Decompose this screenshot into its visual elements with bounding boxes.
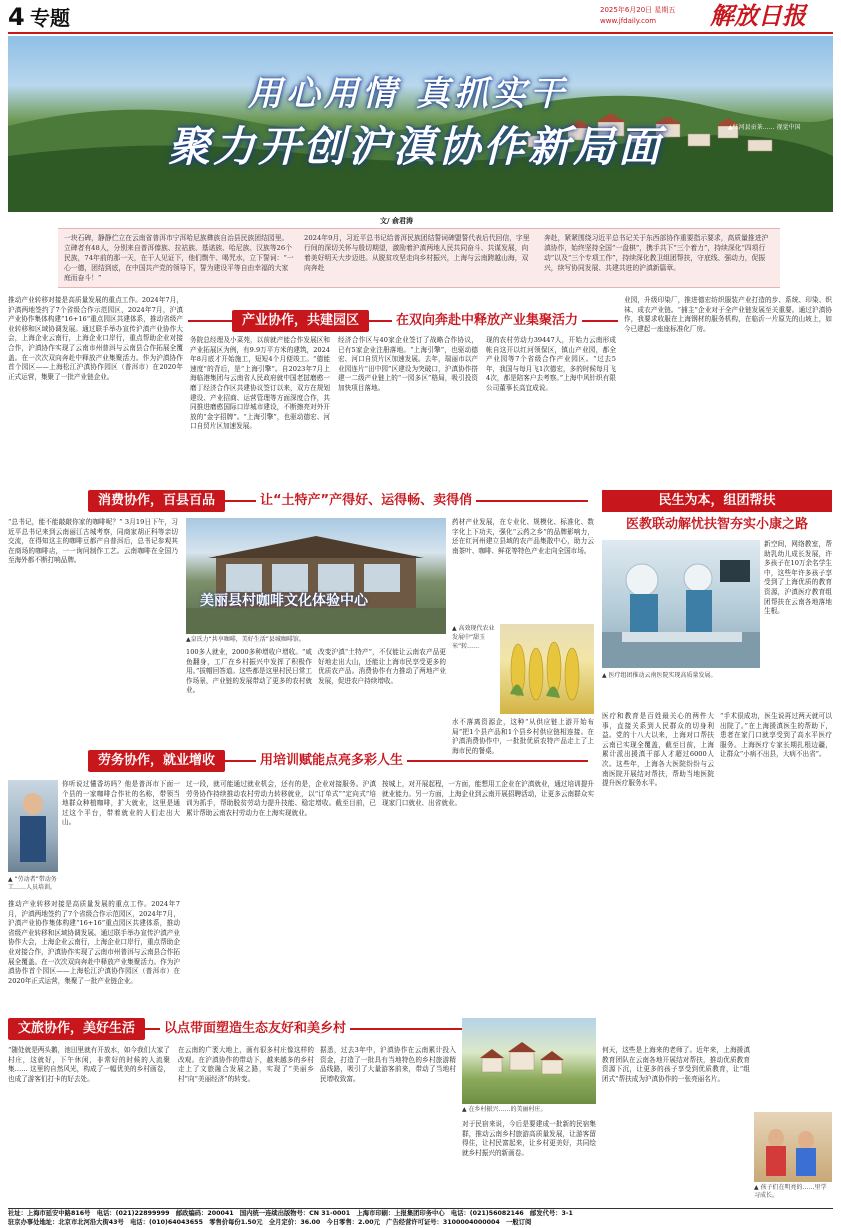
section1-col-2: 务院总经理及小菜苑，以前就产能合作发展区和产业拓展区为例，有9.9万平方米的建筑，2024年8月底才开始施工，短短4个月便竣工。“德能速度”的背后，是“上海引擎”。自2023年7月上海临港集团与云南省人民政府就中国老挝磨憨一磨丁经济合作区共建协议签订以来，双方在规划建设、产业招商、运营管理等方面深度合作，共同推进磨憨国际口岸城市建设，不断擦亮对外开放的“金字招牌”。“上海引擎”，也驱动德宏、河口自贸片区加速发展。 bbox=[190, 336, 330, 431]
page-number: 4 bbox=[8, 3, 25, 31]
section5-col-2: 在云南的广袤大地上，画有很多村庄像这样的改观。在沪滇协作的带动下，越来越多的乡村走上了文旅融合发展之路，实现了“美丽乡村”向“美丽经济”的转变。 bbox=[178, 1046, 314, 1083]
hero-photo-credit: ▲红河县贡茶…… 视觉中国 bbox=[728, 124, 801, 131]
section2-tag: 消费协作，百县百品 bbox=[88, 490, 225, 512]
byline: 文/ 俞君涛 bbox=[380, 217, 413, 225]
village-photo bbox=[462, 1018, 596, 1104]
corn-photo bbox=[500, 624, 594, 714]
hero-title-line2: 聚力开创沪滇协作新局面 bbox=[168, 122, 664, 171]
coffee-center-photo bbox=[186, 518, 446, 634]
section5-col-1: “随处就是两头鹅，池田里就有开放水，如今我们大家了村庄，这就好，下午休闲，非常好的时候的人流聚集…… 这里的自然风光，构成了一幅优美的乡村画卷，也成了游客们打卡的好去处。 bbox=[8, 1046, 170, 1083]
hero-photo bbox=[8, 36, 833, 212]
section4-tag: 劳务协作，就业增收 bbox=[88, 750, 225, 772]
section3-col-2: 医疗和教育是百姓最关心的两件大事，直接关系到人民群众的切身利益。党的十八大以来，上海对口帮扶云南已实现全覆盖，截至目前，上海累计派出援滇干部人才超过6000人次。这些年，上海各大医院纷纷与云南医院开展结对帮扶，帮助当地医院提升医疗服务水平。 bbox=[602, 712, 714, 788]
site-url[interactable]: www.jfdaily.com bbox=[600, 17, 657, 25]
intro-col-3: 奔赴，紧紧围绕习近平总书记关于东西部协作重要指示要求，高质量推进沪滇协作，始终坚持全国“一盘棋”，携手共下“三个着力”，持续深化“四项行动”以及“三个专项工作”，持续深化教卫组团帮扶，守底线、强动力，促振兴，续写协同发展、共建共进的沪滇新篇章。 bbox=[544, 234, 769, 272]
intro-block bbox=[58, 228, 780, 288]
section5-col-3: 据悉，过去3年中，沪滇协作在云南累计投入资金，打造了一批具有当地特色的乡村旅游精品线路，吸引了大量游客前来，带动了当地村民增收致富。 bbox=[320, 1046, 456, 1083]
kids-photo bbox=[754, 1112, 832, 1182]
section1-col-1: 推动产业转移对接是高质量发展的重点工作。2024年7月，沪滇两地签约了7个省级合作示范园区，2024年7月，沪滇产业协作集体构建“16+16”重点园区共建体系，推动省级产业转移和区域协调发展。通过联手举办宣传沪滇产业协作大会，上海企业云南行，上海企业口岸行，重点帮助企业对接合作，沪滇协作实现了云南市州普洱与云南县合作拓展全覆盖。在一次次双向奔赴中释放产业集聚活力。作为沪滇协作首个园区——上海松江沪滇协作园区（普洱市）在2020年正式运营，集聚了一批产业链企业。 bbox=[8, 296, 183, 381]
section1-col-3: 经济合作区与40家企业签订了战略合作协议，已有5家企业注册落地。“上海引擎”，也驱动德宏、河口自贸片区加速发展。去年，瑞丽市以产业园连片“田中园”区建设为突破口，沪滇协作搭建一二级产业链上的“一园多区”格局，吸引投资加快项目落地。 bbox=[338, 336, 478, 392]
section4-col-0: 推动产业转移对接是高质量发展的重点工作。2024年7月，沪滇两地签约了7个省级合作示范园区，2024年7月，沪滇产业协作集体构建“16+16”重点园区共建体系，推动省级产业转移和区域协调发展。通过联手举办宣传沪滇产业协作大会，上海企业云南行，上海企业口岸行，重点帮助企业对接合作，沪滇协作实现了云南市州普洱与云南县合作拓展全覆盖。在一次次双向奔赴中释放产业集聚活力。作为沪滇协作首个园区——上海松江沪滇协作园区（普洱市）在2020年正式运营，集聚了一批产业链企业。 bbox=[8, 900, 180, 985]
intro-col-2: 2024年9月，习近平总书记给普洱民族团结誓词碑盟誓代表后代回信，字里行间的深切关怀与殷切期望，激励着沪滇两地人民共同奋斗、共谋发展，向着美好明天大步迈进。从脱贫攻坚走向乡村振兴，上海与云南跨越山海，双向奔赴 bbox=[304, 234, 530, 272]
section2-col-2: 100多人就业，2000多种增收户增收。“咸鱼翻身，工厂在乡村振兴中发挥了积极作用。”拔帽回答道。这些都是这里村民日常工作场景，产业链的发展带动了更多的农村就业。 bbox=[186, 648, 312, 695]
section4-col-3: 按城上，对开展起程，一方面，能想用工企业在沪滇就业，通过培训提升就业能力。另一方面，上海企业到云南开展招聘活动，让更多云南群众实现家门口就业、出省就业。 bbox=[382, 780, 594, 808]
section3-tag: 民生为本，组团帮扶 bbox=[602, 490, 832, 512]
header-rule bbox=[8, 32, 833, 34]
section2-col-4: 药材产业发展，在专业化、规模化、标准化、数字化上下功夫，强化“云药之乡”的品牌影响力，还在红河州建立县域的农产品集散中心，助力云南茶叶、咖啡、鲜花等特色产业走向全国市场。 bbox=[452, 518, 594, 555]
section3-col-1: 新空间，网络教室，帮助乳幼儿成长发展，许多孩子在10万余名学生中，这些年许多孩子享受到了上海优质的教育资源，沪滇医疗教育组团帮扶在云南各地落地生根。 bbox=[764, 540, 832, 616]
coffee-center-overlay-text: 美丽县村咖啡文化体验中心 bbox=[200, 593, 368, 609]
section3-subtitle: 医教联动解忧扶智夯实小康之路 bbox=[625, 517, 808, 532]
hospital-caption: ▲ 医疗组团推动云南医院实现高质量发展。 bbox=[602, 672, 717, 679]
section5-subtitle: 以点带面塑造生态友好和美乡村 bbox=[160, 1018, 350, 1040]
kids-caption: ▲ 孩子们在明亮的……里学习成长。 bbox=[754, 1184, 827, 1199]
intro-col-1: 一块石碑，静静伫立在云南省普洱市宁洱哈尼族彝族自治县民族团结园里。立碑者有48人，分别来自普洱傣族、拉祜族、基诺族、哈尼族、汉族等26个民族，74年前的那一天，在干人见证下，他们剽牛、喝咒水，立下誓词：“一心一德，团结到底，在中国共产党的领导下，誓为建设平等自由幸福的大家庭而奋斗！” bbox=[64, 234, 294, 282]
village-caption: ▲ 在乡村振兴……的美丽村庄。 bbox=[462, 1106, 547, 1113]
section5-tag: 文旅协作，美好生活 bbox=[8, 1018, 145, 1040]
footer-line-2: 驻京办事处地址：北京市北河沿大街43号 电话：(010)64043655 零售价每份1.50元 全月定价：36.00 今日零售：2.00元 广告经营许可证号：3100004000004 一般订阅 bbox=[8, 1219, 532, 1226]
section4-col-1: 你听说过懂香坊吗？他是普洱市下面一个县的一家咖啡合作社的名称，带领当地群众种植咖啡，扩大就业，这里是通过这个平台，带着就业的人们走出大山。 bbox=[62, 780, 180, 827]
coffee-center-caption: ▲皇氏力“共享咖啡，美好生活”县城咖啡馆。 bbox=[186, 636, 305, 643]
section4-col-2: 过一段，就可能通过就业机会，还有的是，企业对接服务。沪滇劳务协作持续推动农村劳动力转移就业，以“订单式”“定向式”培训为抓手，帮助脱贫劳动力提升技能、稳定增收。截至目前，已累计帮助云南农村劳动力在上海实现就业。 bbox=[186, 780, 376, 817]
section1-col-4: 现的农村劳动力39447人，开始力云南形成帐自这开以红河领保区，镇山产业园，都全产业园等7个省级合作产业园区。“过去5年，我国与每月飞1次德宏，多的时候每月飞4次，都是陪客户去考察。”上海中风针织有限公司董事长高宜成说。 bbox=[486, 336, 616, 392]
section1-col-5: 业园，升级印染厂，推进德宏纺织服装产业打造的步、系统、印染、织袜、成衣产业链。“捕主”企业对于全产业链发展至关重要。通过沪滇协作，我要求收服在上海钢材的服务机构，在临沂一片原先的山坡上，如今已建起一座座标准化厂房。 bbox=[624, 296, 832, 333]
section2-subtitle: 让“土特产”产得好、运得畅、卖得俏 bbox=[256, 490, 476, 512]
footer-line-1: 社址：上海市延安中路816号 电话：(021)22899999 邮政编码：200041 国内统一连续出版物号：CN 31-0001 上海市印刷：上报集团印务中心 电话：(021)56082146 邮发代号：3-1 bbox=[8, 1210, 573, 1217]
section2-col-5: 水不落离资源企，这种“从供应链上游开始布局”把1个县产品和1个县乡村供应链相连接。在沪滇消费协作中，一批批优质农特产品走上了上海市民的餐桌。 bbox=[452, 718, 594, 755]
worker-photo bbox=[8, 780, 58, 872]
section3-col-3: “手术很成功，医生说再过两天就可以出院了。”在上海援滇医生的帮助下，患者在家门口就享受到了高水平医疗服务。上海医疗专家长期扎根边疆，让群众“小病不出县，大病不出省”。 bbox=[720, 712, 832, 759]
hospital-photo bbox=[602, 540, 760, 668]
corn-caption: ▲ 高效现代农业发展中“甜玉米”转…… bbox=[452, 625, 495, 650]
section1-tag: 产业协作，共建园区 bbox=[232, 310, 369, 332]
section4-subtitle: 用培训赋能点亮多彩人生 bbox=[256, 750, 407, 772]
hero-title-line1: 用心用情 真抓实干 bbox=[248, 74, 568, 114]
section-name: 专题 bbox=[30, 6, 70, 30]
section2-col-1: “总书记，能不能敲敲你家的咖啡呢？” 3月19日下午，习近平总书记来到云南丽江古城考察，同商家胡正科等亲切交流，在得知这主的咖啡豆都产自普洱后，总书记参观其在商场的咖啡店，一一询问制作工艺。云南咖啡在全国乃至海外都不断打响品牌。 bbox=[8, 518, 178, 565]
section2-col-3: 改变沪滇“土特产”，不仅能让云南农产品更好地走出大山，还能让上海市民享受更多的优质农产品。消费协作有力推动了两地产业发展，促进农户持续增收。 bbox=[318, 648, 446, 685]
section5-col-4: 对于民宿来说，今后是要建成一批新的民宿集群，推动云南乡村旅游高质量发展，让游客留得住，让村民富起来，让乡村更美好，共同绘就乡村振兴的新画卷。 bbox=[462, 1120, 596, 1157]
section3-col-4: 何天，这些是上海来的老师了。近年来，上海援滇教育团队在云南各地开展结对帮扶，推动优质教育资源下沉，让更多的孩子享受到优质教育，让“组团式”帮扶成为沪滇协作的一张亮丽名片。 bbox=[602, 1046, 750, 1083]
section1-subtitle: 在双向奔赴中释放产业集聚活力 bbox=[392, 310, 582, 332]
footer-rule bbox=[8, 1208, 833, 1209]
worker-caption: ▲ “劳动者”带动务工……人员培训。 bbox=[8, 876, 57, 891]
masthead-logo: 解放日报 bbox=[710, 1, 806, 30]
date-line: 2025年6月20日 星期五 bbox=[600, 6, 676, 14]
